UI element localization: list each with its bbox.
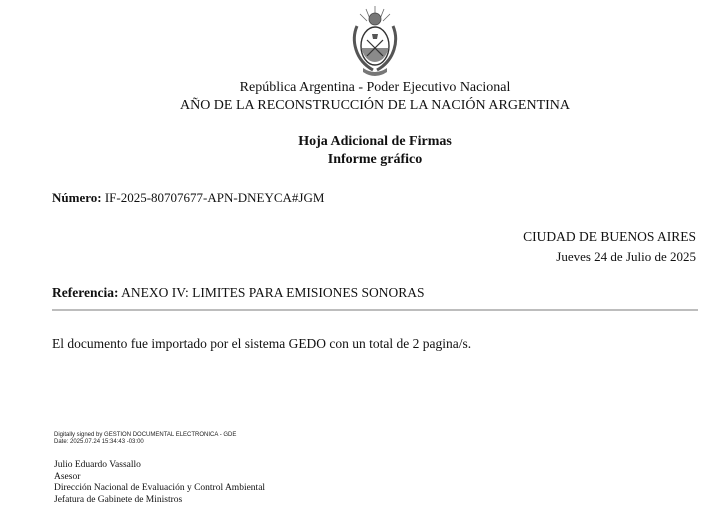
- signer-ministry: Jefatura de Gabinete de Ministros: [54, 494, 183, 505]
- referencia-label: Referencia:: [52, 285, 119, 300]
- location-city: CIUDAD DE BUENOS AIRES: [523, 229, 696, 244]
- signer-office: Dirección Nacional de Evaluación y Control Ambiental: [54, 483, 266, 494]
- signer-role: Asesor: [54, 471, 81, 482]
- referencia-field: [52, 285, 425, 301]
- body-text: El documento fue importado por el sistema GEDO con un total de 2 pagina/s.: [52, 336, 472, 351]
- header-line-2: AÑO DE LA RECONSTRUCCIÓN DE LA NACIÓN ARGENTINA: [179, 98, 571, 113]
- signer-block: [54, 460, 265, 506]
- signer-name: Julio Eduardo Vassallo: [54, 460, 141, 470]
- argentina-coat-of-arms-icon: [349, 4, 401, 80]
- digital-signature-line-2: Date: 2025.07.24 15:34:43 -03:00: [54, 439, 144, 445]
- referencia-value: ANEXO IV: LIMITES PARA EMISIONES SONORAS: [121, 285, 425, 300]
- divider: [52, 309, 698, 311]
- document-title: Hoja Adicional de Firmas: [298, 134, 452, 149]
- numero-field: [52, 190, 324, 206]
- digital-signature-stamp: [54, 432, 236, 446]
- digital-signature-line-1: Digitally signed by GESTION DOCUMENTAL ELECTRONICA - GDE: [54, 432, 237, 438]
- header-line-1: República Argentina - Poder Ejecutivo Nacional: [239, 80, 511, 95]
- numero-label: Número:: [52, 190, 102, 205]
- numero-value: IF-2025-80707677-APN-DNEYCA#JGM: [104, 190, 325, 205]
- location-date: Jueves 24 de Julio de 2025: [556, 249, 696, 264]
- document-subtitle: Informe gráfico: [327, 152, 423, 167]
